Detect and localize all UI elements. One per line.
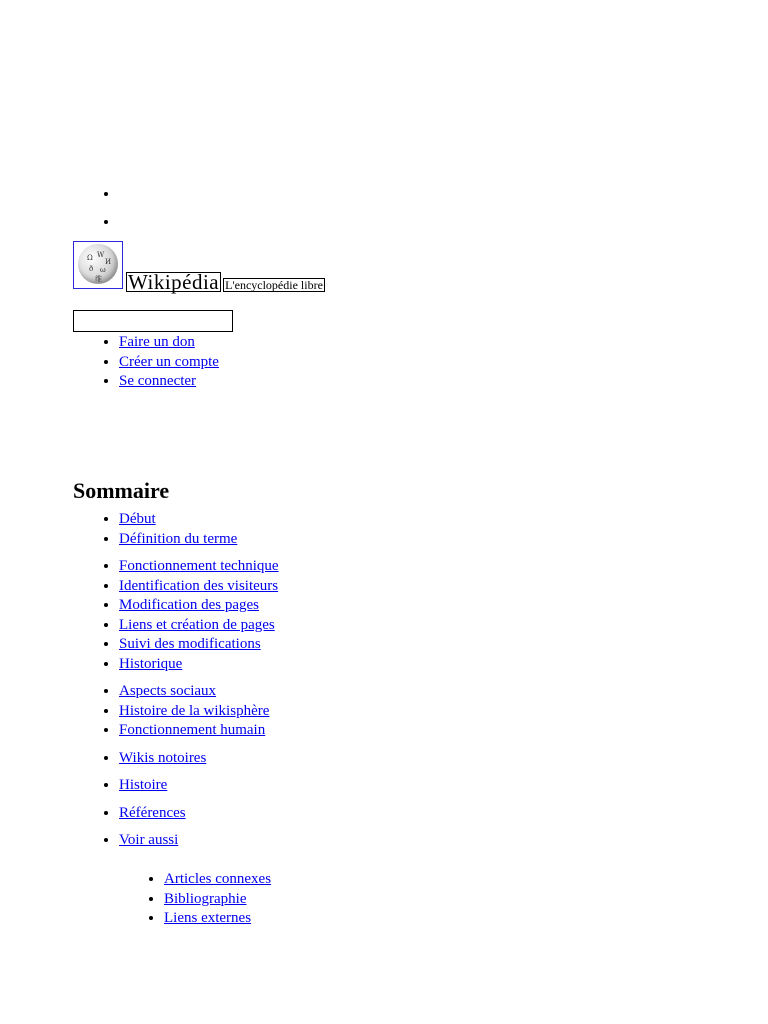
- toc-link-liens-externes[interactable]: Liens externes: [164, 910, 252, 926]
- search-input[interactable]: [73, 310, 233, 332]
- wikipedia-tagline: L'encyclopédie libre: [225, 278, 323, 292]
- toc-link-bibliographie[interactable]: Bibliographie: [164, 890, 247, 907]
- tagline-link[interactable]: [223, 277, 325, 294]
- toc-item: [119, 530, 719, 550]
- toc-link-histoire-wikisphere[interactable]: Histoire de la wikisphère: [119, 702, 270, 719]
- toc-item: [119, 749, 719, 769]
- toc-item: [119, 776, 719, 796]
- toc-subitem: [164, 909, 664, 929]
- toc-item: [119, 804, 719, 824]
- toc-item: [119, 635, 719, 655]
- toc-item: [119, 616, 719, 636]
- toc-title: Sommaire: [73, 478, 170, 503]
- toc-link-definition[interactable]: Définition du terme: [119, 530, 238, 547]
- wikipedia-wordmark: Wikipédia: [128, 270, 220, 294]
- wikipedia-globe-icon: Ω W И ð ω 维: [73, 241, 123, 289]
- toc-item: [119, 831, 719, 851]
- toc-link-identification[interactable]: Identification des visiteurs: [119, 577, 279, 594]
- toc-item: [119, 702, 719, 722]
- toc-link-voir-aussi[interactable]: Voir aussi: [119, 832, 179, 848]
- user-link-item: [119, 353, 519, 373]
- toc-item: [119, 577, 719, 597]
- toc-link-references[interactable]: Références: [119, 804, 186, 821]
- toc-link-suivi[interactable]: Suivi des modifications: [119, 636, 261, 652]
- header-brand: [73, 241, 325, 294]
- toc-link-histoire[interactable]: Histoire: [119, 777, 168, 793]
- toc-item: [119, 721, 719, 741]
- toc-item: [119, 682, 719, 702]
- toc-link-articles-connexes[interactable]: Articles connexes: [164, 871, 272, 887]
- toc-item: [119, 596, 719, 616]
- toc-link-modification[interactable]: Modification des pages: [119, 597, 259, 613]
- wordmark-link[interactable]: [126, 272, 221, 294]
- toc-item: [119, 510, 719, 530]
- toc-subitem: [164, 870, 664, 890]
- user-link-item: [119, 333, 519, 353]
- toc-link-fonctionnement-humain[interactable]: Fonctionnement humain: [119, 722, 266, 738]
- toc-item: [119, 655, 719, 675]
- create-account-link[interactable]: Créer un compte: [119, 353, 219, 370]
- header-empty-list: [73, 182, 519, 238]
- login-link[interactable]: Se connecter: [119, 373, 197, 389]
- logo-link[interactable]: [73, 241, 123, 294]
- toc-link-fonctionnement-technique[interactable]: Fonctionnement technique: [119, 558, 279, 574]
- toc-list: [73, 510, 719, 851]
- toc-subitem: [164, 890, 664, 910]
- toc-sublist: [118, 870, 664, 929]
- toc-item: [119, 557, 719, 577]
- toc-link-wikis-notoires[interactable]: Wikis notoires: [119, 749, 207, 766]
- user-links: [73, 333, 519, 392]
- toc-link-historique[interactable]: Historique: [119, 655, 183, 672]
- toc-link-aspects-sociaux[interactable]: Aspects sociaux: [119, 683, 217, 699]
- toc-link-debut[interactable]: Début: [119, 511, 156, 527]
- empty-list-item: [119, 210, 519, 238]
- user-link-item: [119, 372, 519, 392]
- toc-link-liens-creation[interactable]: Liens et création de pages: [119, 616, 275, 633]
- empty-list-item: [119, 182, 519, 210]
- donate-link[interactable]: Faire un don: [119, 334, 195, 350]
